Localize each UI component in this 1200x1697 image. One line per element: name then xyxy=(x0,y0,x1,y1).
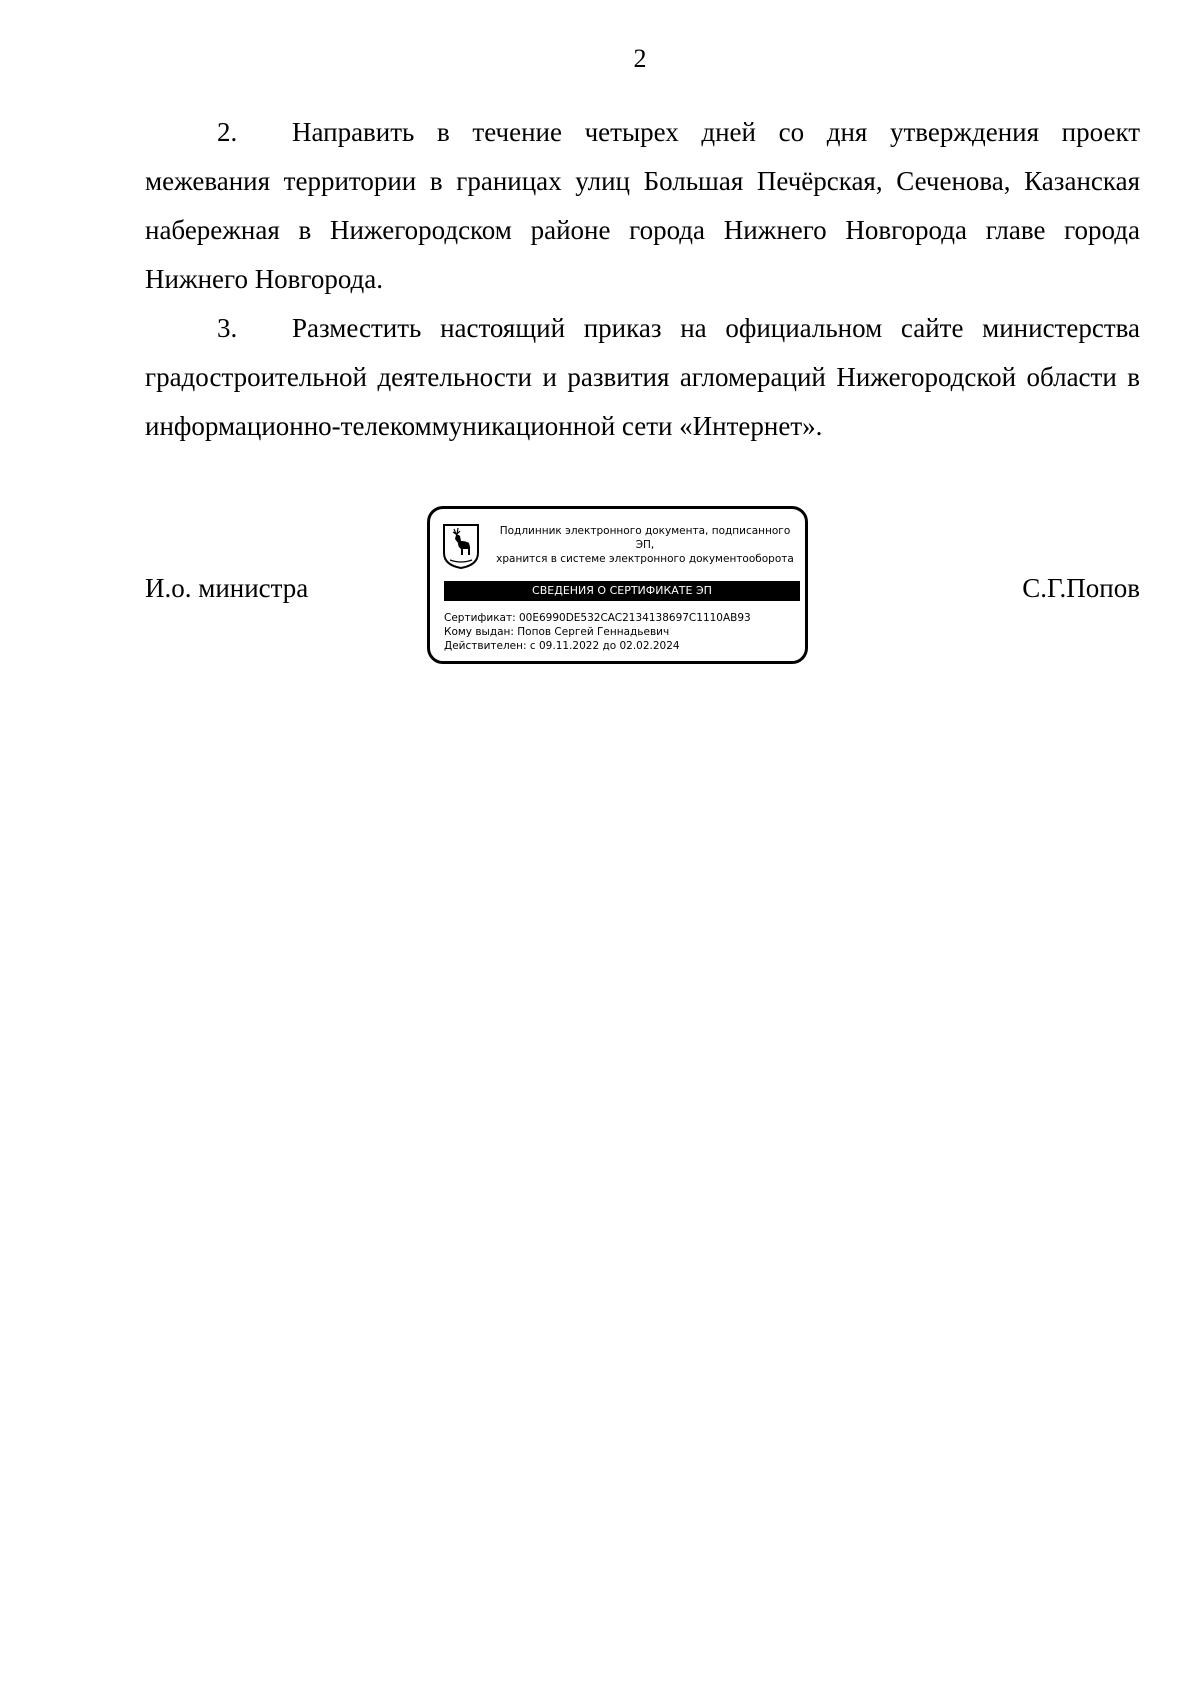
certificate-line xyxy=(444,611,804,625)
paragraph-3 xyxy=(145,304,1140,451)
issued-to-label: Кому выдан: xyxy=(444,626,514,638)
paragraph-number: 2. xyxy=(217,117,238,147)
issued-to-value: Попов Сергей Геннадьевич xyxy=(517,626,670,638)
validity-label: Действителен: xyxy=(444,640,527,652)
stamp-title-bar: СВЕДЕНИЯ О СЕРТИФИКАТЕ ЭП xyxy=(444,581,800,601)
certificate-value: 00E6990DE532CAC2134138697C1110AB93 xyxy=(518,612,751,624)
issued-to-line xyxy=(444,625,804,639)
stamp-header xyxy=(490,524,800,566)
paragraph-text: Направить в течение четырех дней со дня утверждения проект межевания территории в границах улиц Большая Печёрская, Сеченова, Казанская набережная в Нижегородском районе города Нижнего Новгорода главе города Нижнего Новгорода. xyxy=(145,117,1140,294)
electronic-signature-stamp xyxy=(427,506,808,664)
paragraph-2 xyxy=(145,108,1140,304)
paragraph-number: 3. xyxy=(217,313,238,343)
stamp-header-line: хранится в системе электронного документооборота xyxy=(496,553,794,565)
deer-coat-of-arms-icon xyxy=(442,523,480,569)
stamp-header-line: Подлинник электронного документа, подписанного ЭП, xyxy=(499,525,791,551)
validity-value: с 09.11.2022 до 02.02.2024 xyxy=(529,640,680,652)
page-number: 2 xyxy=(633,44,647,73)
signatory-name: С.Г.Попов xyxy=(1022,573,1140,603)
signatory-position: И.о. министра xyxy=(145,573,309,603)
certificate-label: Сертификат: xyxy=(444,612,516,624)
document-body xyxy=(145,108,1140,451)
paragraph-text: Разместить настоящий приказ на официальном сайте министерства градостроительной деятельности и развития агломераций Нижегородской области в информационно-телекоммуникационной сети «Интернет». xyxy=(145,313,1140,441)
certificate-details xyxy=(444,611,804,653)
validity-line xyxy=(444,639,804,653)
